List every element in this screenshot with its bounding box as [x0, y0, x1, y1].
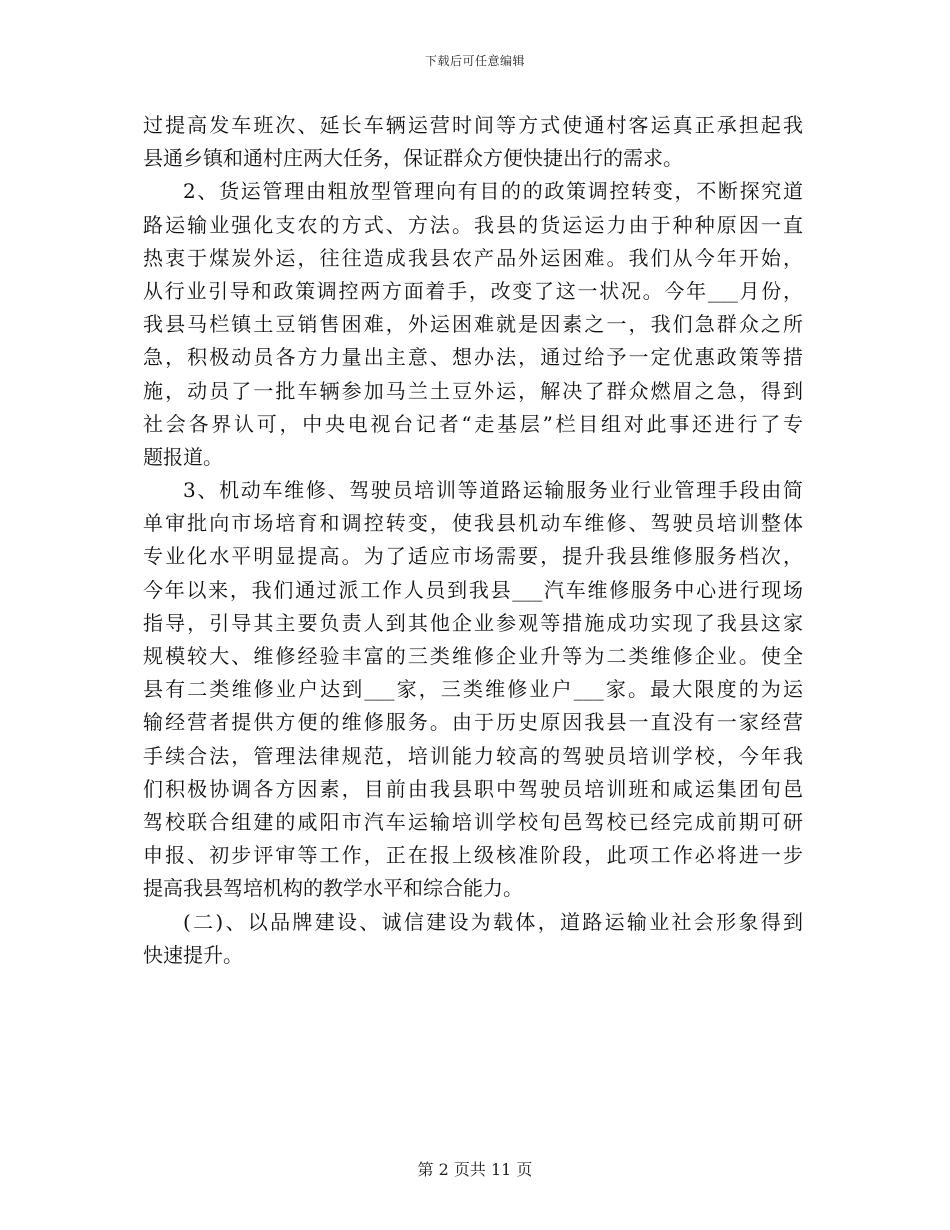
text-line: 单审批向市场培育和调控转变，使我县机动车维修、驾驶员培训整体: [143, 511, 803, 536]
text-line: 3、机动车维修、驾驶员培训等道路运输服务业行业管理手段由简: [183, 478, 803, 503]
document-body: [143, 109, 803, 972]
text-line: 过提高发车班次、延长车辆运营时间等方式使通村客运真正承担起我: [143, 113, 803, 137]
page-number: 第 2 页共 11 页: [417, 1160, 533, 1179]
text-line: 我县马栏镇土豆销售困难，外运困难就是因素之一，我们急群众之所: [143, 312, 803, 337]
text-line: 热衷于煤炭外运，往往造成我县农产品外运困难。我们从今年开始，: [143, 245, 803, 270]
text-line: 输经营者提供方便的维修服务。由于历史原因我县一直没有一家经营: [143, 710, 803, 735]
text-line: 社会各界认可，中央电视台记者“走基层”栏目组对此事还进行了专: [143, 411, 803, 436]
page-header: 下载后可任意编辑: [424, 54, 525, 68]
text-line: 县通乡镇和通村庄两大任务，保证群众方便快捷出行的需求。: [143, 146, 683, 171]
text-line: 县有二类维修业户达到___家，三类维修业户___家。最大限度的为运: [143, 677, 803, 702]
text-line: 路运输业强化支农的方式、方法。我县的货运运力由于种种原因一直: [143, 212, 803, 237]
text-line: 题报道。: [143, 444, 223, 469]
text-line: 指导，引导其主要负责人到其他企业参观等措施成功实现了我县这家: [143, 610, 803, 635]
text-line: 们积极协调各方因素，目前由我县职中驾驶员培训班和咸运集团旬邑: [143, 776, 803, 801]
text-line: 今年以来，我们通过派工作人员到我县___汽车维修服务中心进行现场: [143, 577, 803, 602]
text-line: 驾校联合组建的咸阳市汽车运输培训学校旬邑驾校已经完成前期可研: [143, 809, 803, 834]
text-line: 快速提升。: [143, 942, 243, 967]
text-line: 2、货运管理由粗放型管理向有目的的政策调控转变，不断探究道: [183, 179, 803, 204]
text-line: 专业化水平明显提高。为了适应市场需要，提升我县维修服务档次，: [143, 544, 803, 569]
text-line: 规模较大、维修经验丰富的三类维修企业升等为二类维修企业。使全: [143, 644, 803, 668]
text-line: 申报、初步评审等工作，正在报上级核准阶段，此项工作必将进一步: [143, 843, 803, 868]
text-line: (二)、以品牌建设、诚信建设为载体，道路运输业社会形象得到: [183, 909, 803, 934]
text-line: 急，积极动员各方力量出主意、想办法，通过给予一定优惠政策等措: [143, 345, 803, 370]
text-line: 提高我县驾培机构的教学水平和综合能力。: [143, 876, 523, 901]
text-line: 手续合法，管理法律规范，培训能力较高的驾驶员培训学校，今年我: [143, 743, 803, 768]
text-line: 从行业引导和政策调控两方面着手，改变了这一状况。今年___月份，: [143, 278, 803, 303]
text-line: 施，动员了一批车辆参加马兰土豆外运，解决了群众燃眉之急，得到: [143, 378, 803, 403]
